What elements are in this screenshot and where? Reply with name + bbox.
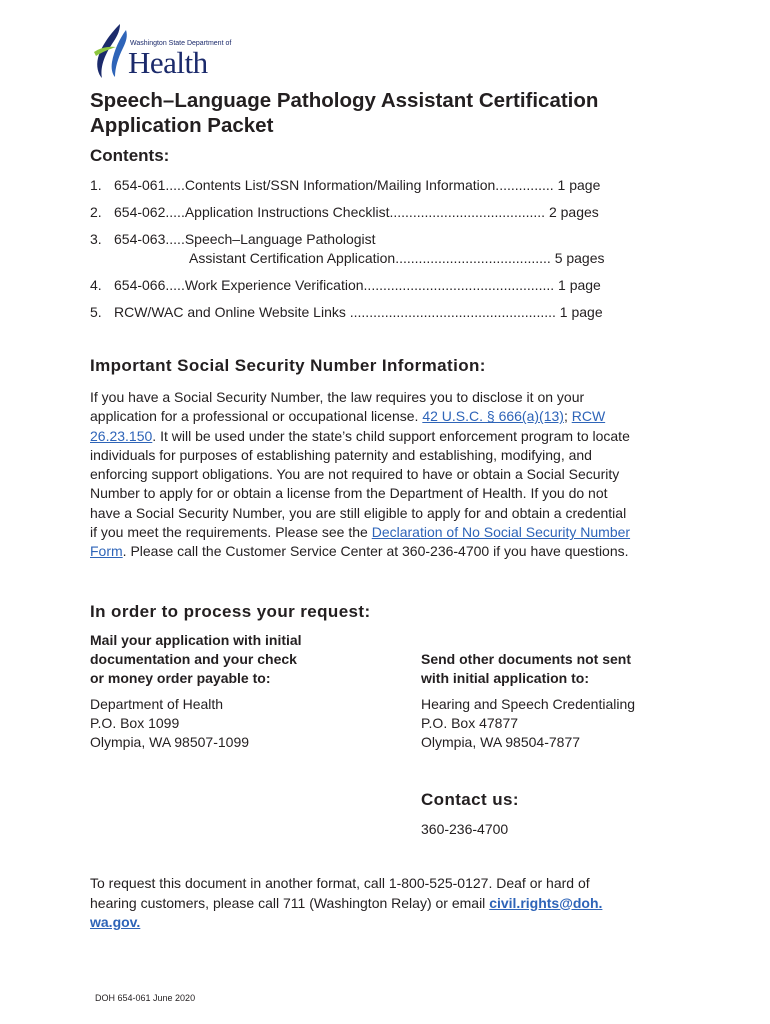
- heading-line: or money order payable to:: [90, 670, 271, 686]
- request-text: hearing customers, please call 711 (Washington Relay) or email: [90, 894, 490, 911]
- title-line-1: Speech–Language Pathology Assistant Certification: [90, 89, 599, 112]
- contact-heading: Contact us:: [421, 790, 519, 809]
- ssn-line: have a Social Security Number, you are still eligible to apply for and obtain a credential: [90, 504, 627, 521]
- request-line: To request this document in another format, call 1-800-525-0127. Deaf or hard of: [90, 875, 590, 891]
- request-line: [90, 894, 690, 914]
- ssn-line: [90, 407, 690, 426]
- form-footer: DOH 654-061 June 2020: [95, 993, 196, 1003]
- ssn-line: [90, 523, 690, 542]
- heading-line: with initial application to:: [421, 670, 589, 686]
- ssn-text: . It will be used under the state’s child support enforcement program to locate: [152, 427, 630, 444]
- list-item-number: 2.: [90, 204, 102, 220]
- list-item-text: RCW/WAC and Online Website Links ..................................................... 1 page: [114, 304, 603, 320]
- alternate-format-request: [90, 874, 690, 933]
- ssn-line: If you have a Social Security Number, the law requires you to disclose it on your: [90, 389, 585, 405]
- other-documents-heading: [421, 650, 631, 688]
- heading-line: documentation and your check: [90, 651, 297, 667]
- list-item-number: 5.: [90, 304, 102, 320]
- ssn-text: ;: [563, 408, 572, 425]
- ssn-line: individuals for purposes of establishing paternity and establishing, modifying, and: [90, 446, 592, 463]
- address-line: Olympia, WA 98507-1099: [90, 734, 250, 750]
- list-item-text: 654-063.....Speech–Language Pathologist: [114, 231, 376, 247]
- ssn-text: if you meet the requirements. Please see the: [90, 524, 372, 541]
- ssn-text: application for a professional or occupational license.: [90, 408, 423, 425]
- declaration-form-link[interactable]: Declaration of No Social Security Number: [371, 524, 631, 541]
- list-item-number: 3.: [90, 231, 102, 247]
- list-item-text-continued: Assistant Certification Application........................................ 5 pages: [189, 250, 605, 266]
- declaration-form-link-continued[interactable]: Form: [90, 543, 123, 560]
- title-line-2: Application Packet: [90, 114, 274, 137]
- address-line: P.O. Box 47877: [421, 715, 519, 731]
- address-line: Hearing and Speech Credentialing: [421, 696, 636, 712]
- mail-application-address: [90, 695, 249, 752]
- page-title: [90, 88, 690, 138]
- address-line: P.O. Box 1099: [90, 715, 180, 731]
- ssn-line: Number to apply for or obtain a license from the Department of Health. If you do not: [90, 485, 608, 502]
- contents-heading: Contents:: [90, 146, 170, 165]
- other-documents-address: [421, 695, 635, 752]
- heading-line: Mail your application with initial: [90, 632, 302, 648]
- list-item-text: 654-062.....Application Instructions Checklist........................................ 2 pages: [114, 204, 599, 220]
- civil-rights-email-link-continued[interactable]: wa.gov.: [90, 914, 141, 930]
- ssn-paragraph: [90, 388, 690, 562]
- logo-wordmark: Health: [128, 45, 208, 80]
- list-item-text: 654-066.....Work Experience Verification................................................. 1 page: [114, 277, 601, 293]
- doh-logo: [90, 22, 232, 82]
- ssn-line: [90, 427, 690, 446]
- address-line: Olympia, WA 98504-7877: [421, 734, 581, 750]
- logo-tagline: Washington State Department of: [130, 40, 232, 47]
- list-item-number: 4.: [90, 277, 102, 293]
- request-line: [90, 913, 690, 933]
- usc-link[interactable]: 42 U.S.C. § 666(a)(13): [422, 408, 564, 425]
- heading-line: Send other documents not sent: [421, 651, 632, 667]
- list-item-number: 1.: [90, 177, 102, 193]
- rcw-link[interactable]: RCW: [571, 408, 606, 425]
- ssn-text: . Please call the Customer Service Center at 360-236-4700 if you have questions.: [122, 543, 629, 560]
- contact-phone: 360-236-4700: [421, 821, 509, 837]
- ssn-heading: Important Social Security Number Information:: [90, 356, 486, 375]
- rcw-link-continued[interactable]: 26.23.150: [90, 427, 153, 444]
- list-item-text: 654-061.....Contents List/SSN Information/Mailing Information............... 1 page: [114, 177, 601, 193]
- ssn-line: enforcing support obligations. You are not required to have or obtain a Social Security: [90, 466, 620, 483]
- mail-application-heading: [90, 631, 302, 688]
- ssn-line: [90, 542, 690, 561]
- civil-rights-email-link[interactable]: civil.rights@doh.: [489, 894, 603, 911]
- order-heading: In order to process your request:: [90, 602, 371, 621]
- address-line: Department of Health: [90, 696, 224, 712]
